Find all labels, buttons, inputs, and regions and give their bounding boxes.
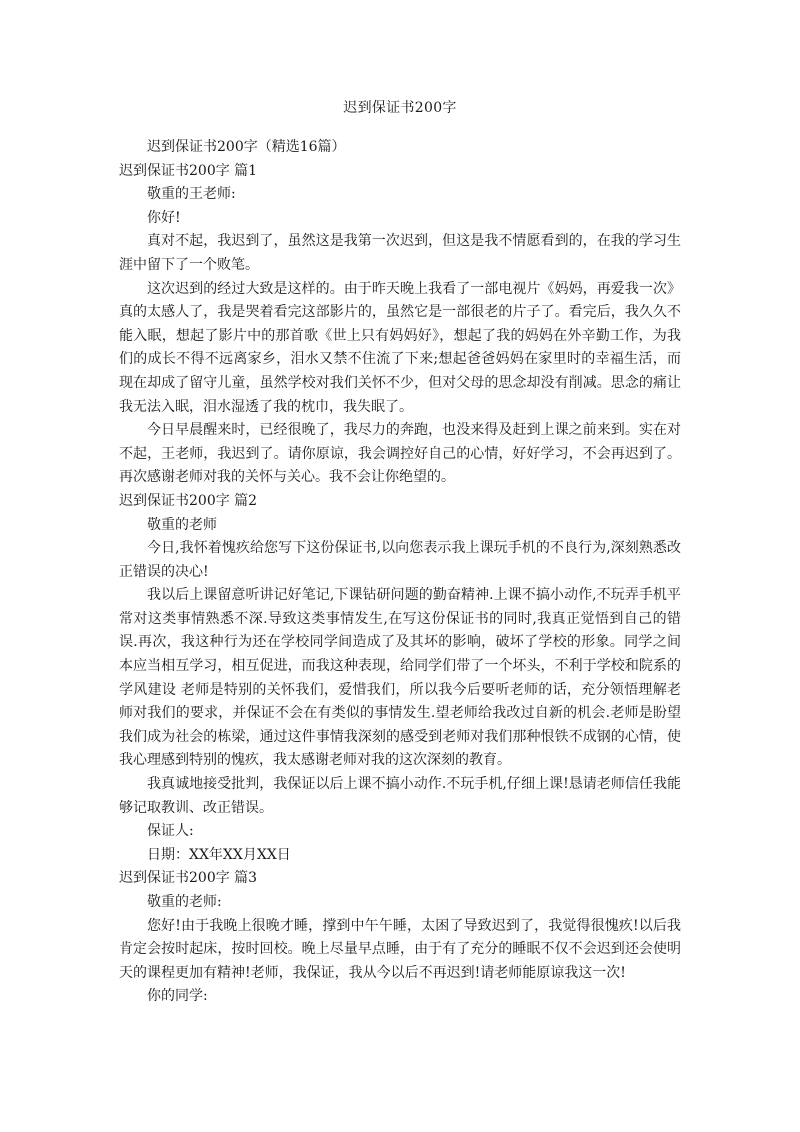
guarantor-line: 保证人: [147, 823, 194, 840]
section-3 [119, 867, 681, 1009]
greeting: 敬重的王老师: [147, 186, 236, 203]
section-1 [119, 160, 681, 490]
paragraph: 今日早晨醒来时，已经很晚了，我尽力的奔跑，也没来得及赶到上课之前来到。实在对不起，王老师，我迟到了。请你原谅，我会调控好自己的心情，好好学习，不会再迟到了。再次感谢老师对我的关怀与关心。我不会让你绝望的。 [119, 422, 681, 486]
paragraph: 真对不起，我迟到了，虽然这是我第一次迟到，但这是我不情愿看到的，在我的学习生涯中留下了一个败笔。 [119, 233, 681, 273]
hello-line: 你好! [147, 209, 181, 226]
document-subtitle: 迟到保证书200字（精选16篇） [147, 139, 346, 155]
paragraph: 您好!由于我晚上很晚才睡，撑到中午午睡，太困了导致迟到了，我觉得很愧疚!以后我肯定会按时起床，按时回校。晚上尽量早点睡，由于有了充分的睡眠不仅不会迟到还会使明天的课程更加有精神!老师，我保证，我从今以后不再迟到!请老师能原谅我这一次! [119, 917, 681, 981]
paragraph: 我真诚地接受批判，我保证以后上课不搞小动作.不玩手机,仔细上课!恳请老师信任我能够记取教训、改正错误。 [119, 776, 681, 816]
greeting: 敬重的老师: [147, 894, 222, 910]
section-heading: 迟到保证书200字 篇3 [119, 870, 258, 887]
section-heading: 迟到保证书200字 篇2 [119, 492, 258, 509]
section-heading: 迟到保证书200字 篇1 [119, 162, 258, 179]
document-body [119, 136, 681, 1009]
section-2 [119, 490, 681, 868]
paragraph: 我以后上课留意听讲记好笔记,下课钻研问题的勤奋精神.上课不搞小动作,不玩弄手机平常对这类事情熟悉不深.导致这类事情发生,在写这份保证书的同时,我真正觉悟到自己的错误.再次，我这种行为还在学校同学间造成了及其坏的影响，破坏了学校的形象。同学之间本应当相互学习，相互促进，而我这种表现，给同学们带了一个坏头，不利于学校和院系的学风建设 老师是特别的关怀我们，爱惜我们，所以我今后要听老师的话，充分领悟理解老师对我们的要求，并保证不会在有类似的事情发生.望老师给我改过自新的机会.老师是盼望我们成为社会的栋梁，通过这件事情我深刻的感受到老师对我们那种恨铁不成钢的心情，使我心理感到特别的愧疚，我太感谢老师对我的这次深刻的教育。 [119, 587, 681, 769]
closing-line: 你的同学: [147, 988, 208, 1005]
greeting: 敬重的老师 [147, 516, 217, 533]
document-title: 迟到保证书200字 [343, 100, 457, 116]
paragraph: 这次迟到的经过大致是这样的。由于昨天晚上我看了一部电视片《妈妈，再爱我一次》真的太感人了，我是哭着看完这部影片的，虽然它是一部很老的片子了。看完后，我久久不能入眠，想起了影片中的那首歌《世上只有妈妈好》，想起了我的妈妈在外辛勤工作，为我们的成长不得不远离家乡，泪水又禁不住流了下来;想起爸爸妈妈在家里时的幸福生活，而现在却成了留守儿童，虽然学校对我们关怀不少，但对父母的思念却没有削减。思念的痛让我无法入眠，泪水湿透了我的枕巾，我失眠了。 [119, 280, 681, 415]
date-line: 日期：XX年XX月XX日 [147, 846, 291, 863]
paragraph: 今日,我怀着愧疚给您写下这份保证书,以向您表示我上课玩手机的不良行为,深刻熟悉改正错误的决心! [119, 540, 681, 580]
